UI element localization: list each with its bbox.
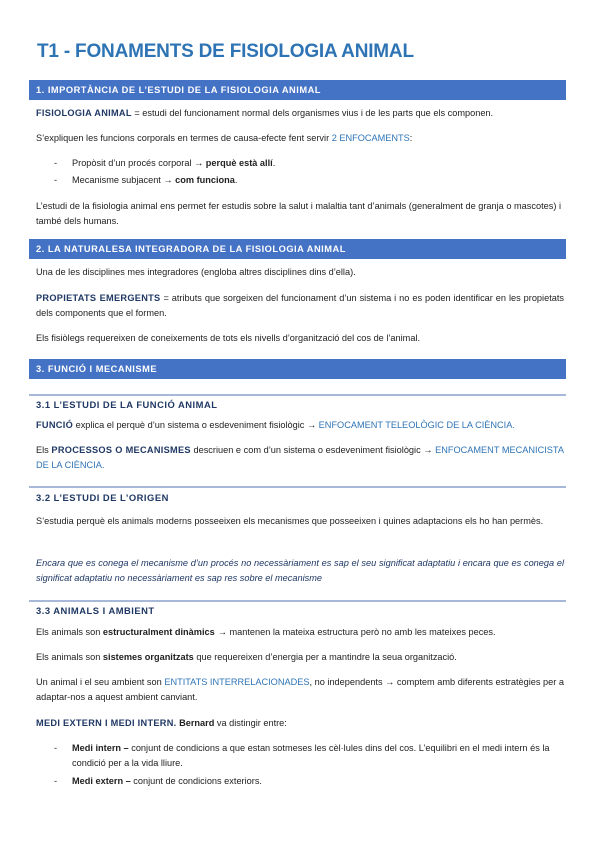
s3-3-p3-end: comptem amb diferents estratègies per a adaptar-nos a aquest ambient canviant.	[36, 677, 564, 702]
s3-3-p2-bold: sistemes organitzats	[102, 652, 194, 662]
arrow-icon: →	[306, 420, 317, 430]
subsection-3-3-heading: 3.3 ANIMALS I AMBIENT	[36, 605, 155, 616]
s3-3-p3-start: Un animal i el seu ambient son	[36, 677, 165, 687]
s1-definition	[36, 106, 564, 121]
s3-3-bernard: Bernard	[179, 718, 215, 728]
s3-1-mech-term: PROCESSOS O MECANISMES	[51, 445, 191, 455]
s3-3-p1-rest: mantenen la mateixa estructura però no amb les mateixes peces.	[226, 627, 496, 637]
s3-3-bullet-1-text: conjunt de condicions a que estan sotmeses les cèl·lules dins del cos. L’equilibri en el medi intern és la condició per a la vida lliure.	[72, 743, 550, 768]
s3-3-media-term: MEDI EXTERN I MEDI INTERN.	[36, 718, 177, 728]
s1-approaches-text: S’expliquen les funcions corporals en termes de causa-efecte fent servir	[36, 133, 332, 143]
s1-approaches	[36, 131, 564, 146]
s1-bullet-1-bold: perquè està allí	[203, 158, 273, 168]
bullet-dash: -	[54, 158, 58, 168]
s2-paragraph-1: Una de les disciplines mes integradores (engloba altres disciplines dins d’ella).	[36, 267, 356, 277]
s2-term: PROPIETATS EMERGENTS	[36, 293, 161, 303]
section-3-heading: 3. FUNCIÓ I MECANISME	[29, 359, 566, 379]
arrow-icon: →	[194, 158, 204, 168]
s1-bullet-2	[54, 173, 564, 188]
s3-3-paragraph-1	[36, 625, 564, 640]
s3-3-p2-start: Els animals son	[36, 652, 103, 662]
arrow-icon: →	[163, 175, 173, 185]
s3-1-term: FUNCIÓ	[36, 420, 74, 430]
s3-3-bullet-2	[54, 774, 564, 789]
s3-3-bullet-1	[54, 741, 564, 771]
s3-3-bullet-2-text: conjunt de condicions exteriors.	[130, 776, 262, 786]
arrow-icon: →	[423, 445, 433, 455]
s1-approaches-end: :	[409, 133, 413, 143]
s1-term: FISIOLOGIA ANIMAL	[36, 108, 132, 118]
s3-3-p2-rest: que requereixen d’energia per a mantindre la seua organització.	[193, 652, 457, 662]
subsection-3-1-heading: 3.1 L’ESTUDI DE LA FUNCIÓ ANIMAL	[36, 399, 218, 410]
s1-definition-text: = estudi del funcionament normal dels organismes vius i de les parts que els componen.	[131, 108, 494, 118]
s1-approaches-link: 2 ENFOCAMENTS	[331, 133, 410, 143]
s3-1-function	[36, 418, 564, 433]
s3-1-teleological: ENFOCAMENT TELEOLÒGIC DE LA CIÈNCIA.	[316, 420, 515, 430]
s1-bullet-2-bold: com funciona	[172, 175, 235, 185]
s3-1-mechanicist: ENFOCAMENT MECANICISTA DE LA CIÈNCIA.	[36, 445, 564, 470]
s1-bullet-1-text: Propòsit d’un procés corporal	[72, 158, 195, 168]
s3-1-mech-text: descriuen e com d’un sistema o esdeveniment fisiològic	[190, 445, 424, 455]
s3-3-paragraph-4	[36, 716, 564, 731]
s3-2-note: Encara que es conega el mecanisme d’un procés no necessàriament es sap el seu significat adaptatiu i encara que es conega el significat adaptatiu no necessàriament es sap res sobre el mecanisme	[36, 558, 564, 583]
divider	[29, 486, 566, 488]
s3-1-function-text: explica el perquè d’un sistema o esdeveniment fisiològic	[73, 420, 307, 430]
s1-bullet-1	[54, 156, 564, 171]
s3-1-mechanisms	[36, 443, 564, 473]
s2-emergent-properties	[36, 291, 564, 321]
divider	[29, 600, 566, 602]
s1-bullet-2-end: .	[234, 175, 238, 185]
s1-paragraph-3: L’estudi de la fisiologia animal ens permet fer estudis sobre la salut i malaltia tant d’animals (generalment de granja o mascotes) i també dels humans.	[36, 201, 561, 226]
s3-3-p3-link: ENTITATS INTERRELACIONADES	[164, 677, 310, 687]
s3-3-p4-rest: va distingir entre:	[214, 718, 287, 728]
s3-3-paragraph-2	[36, 650, 564, 665]
s3-3-bullet-2-bold: Medi extern –	[72, 776, 131, 786]
bullet-dash: -	[54, 743, 58, 753]
document-title: T1 - FONAMENTS DE FISIOLOGIA ANIMAL	[37, 41, 414, 62]
s3-3-p1-start: Els animals son	[36, 627, 103, 637]
s3-3-p3-rest: , no independents	[309, 677, 386, 687]
s3-3-p1-bold: estructuralment dinàmics	[102, 627, 215, 637]
section-1-heading: 1. IMPORTÀNCIA DE L’ESTUDI DE LA FISIOLOGIA ANIMAL	[29, 80, 566, 100]
s1-bullet-1-end: .	[272, 158, 276, 168]
s2-emergent-text: = atributs que sorgeixen del funcionament d’un sistema i no es poden identificar en les propietats dels components que el formen.	[36, 293, 565, 318]
arrow-icon: →	[217, 627, 227, 637]
s3-2-paragraph-1: S’estudia perquè els animals moderns posseeixen els mecanismes que posseeixen i quines adaptacions els ho han permès.	[36, 516, 544, 526]
s3-3-bullet-1-bold: Medi intern –	[72, 743, 129, 753]
section-2-heading: 2. LA NATURALESA INTEGRADORA DE LA FISIOLOGIA ANIMAL	[29, 239, 566, 259]
subsection-3-2-heading: 3.2 L’ESTUDI DE L’ORIGEN	[36, 492, 169, 503]
s3-3-paragraph-3	[36, 675, 564, 705]
arrow-icon: →	[385, 677, 395, 687]
bullet-dash: -	[54, 175, 58, 185]
divider	[29, 394, 566, 396]
s2-paragraph-3: Els fisiòlegs requereixen de coneixements de tots els nivells d’organització del cos de l’animal.	[36, 333, 421, 343]
s1-bullet-2-text: Mecanisme subjacent	[72, 175, 164, 185]
s3-1-mech-start: Els	[36, 445, 52, 455]
bullet-dash: -	[54, 776, 58, 786]
